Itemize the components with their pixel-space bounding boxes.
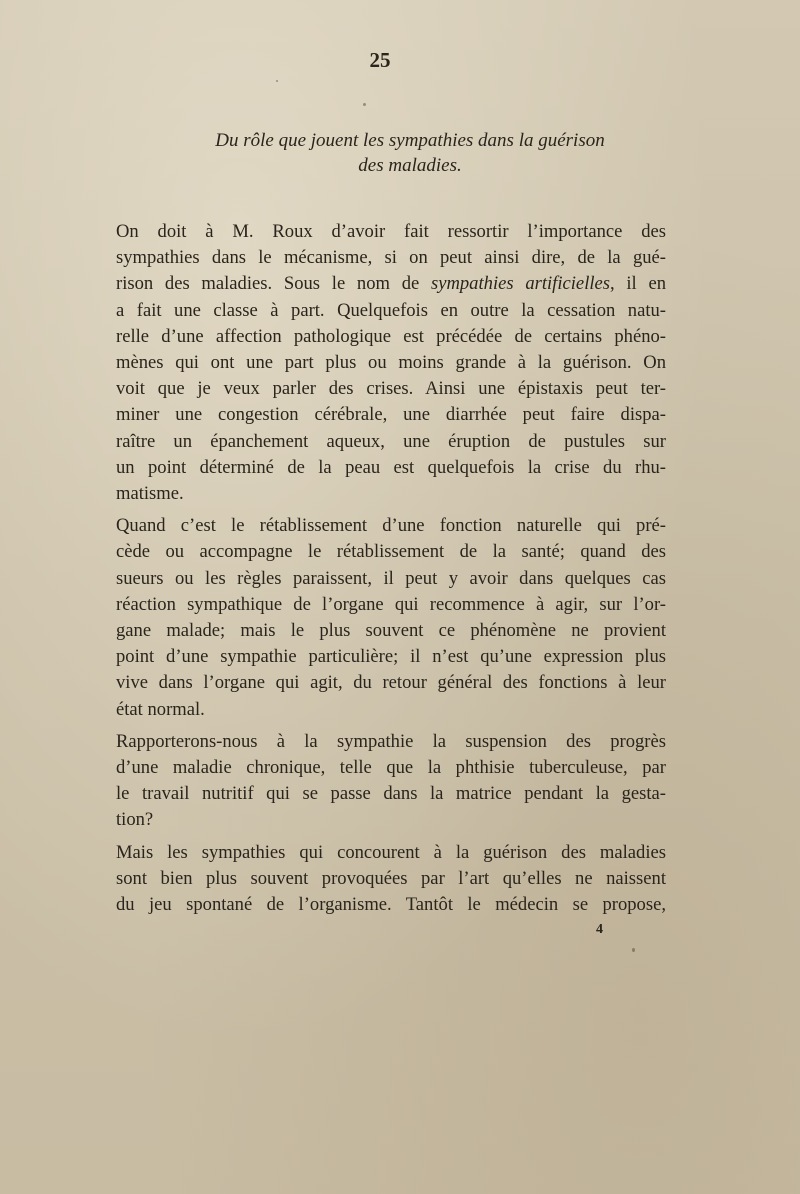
text-line: Rapporterons-nous à la sympathie la suspension des progrès <box>116 730 666 752</box>
text-line: le travail nutritif qui se passe dans la matrice pendant la gesta- <box>116 783 666 805</box>
text-line: sont bien plus souvent provoquées par l’art qu’elles ne naissent <box>116 867 666 889</box>
paragraph-1 <box>116 219 666 507</box>
text-line: du jeu spontané de l’organisme. Tantôt le médecin se propose, <box>116 894 666 916</box>
text-line: état normal. <box>116 698 205 720</box>
text-line: sympathies dans le mécanisme, si on peut ainsi dire, de la gué- <box>116 247 666 269</box>
paragraph-4 <box>116 840 666 919</box>
text-line: gane malade; mais le plus souvent ce phénomène ne provient <box>116 620 666 642</box>
text-line: On doit à M. Roux d’avoir fait ressortir l’importance des <box>116 221 666 242</box>
text-line: a fait une classe à part. Quelquefois en outre la cessation natu- <box>116 299 666 321</box>
text-line: réaction sympathique de l’organe qui recommence à agir, sur l’or- <box>116 593 666 615</box>
body-text <box>116 219 666 918</box>
text-line: d’une maladie chronique, telle que la phthisie tuberculeuse, par <box>116 757 666 779</box>
text-line: Quand c’est le rétablissement d’une fonction naturelle qui pré- <box>116 515 666 537</box>
section-title <box>60 128 760 178</box>
signature-mark: 4 <box>596 922 603 937</box>
text-line: raître un épanchement aqueux, une éruption de pustules sur <box>116 430 666 452</box>
text-line: sueurs ou les règles paraissent, il peut y avoir dans quelques cas <box>116 567 666 589</box>
text-line: relle d’une affection pathologique est précédée de certains phéno- <box>116 325 666 347</box>
section-title-line-1: Du rôle que jouent les sympathies dans la guérison <box>215 130 605 151</box>
text-line: cède ou accompagne le rétablissement de la santé; quand des <box>116 541 666 563</box>
text-line: vive dans l’organe qui agit, du retour général des fonctions à leur <box>116 672 666 694</box>
section-title-line-2: des maladies. <box>358 155 462 176</box>
text-line: voit que je veux parler des crises. Ainsi une épistaxis peut ter- <box>116 378 666 400</box>
text-line: point d’une sympathie particulière; il n’est qu’une expression plus <box>116 646 666 668</box>
text-line: un point déterminé de la peau est quelquefois la crise du rhu- <box>116 456 666 478</box>
page-number: 25 <box>369 48 391 72</box>
paper-speck <box>632 948 635 952</box>
text-line: Mais les sympathies qui concourent à la guérison des maladies <box>116 841 666 863</box>
text-line: mènes qui ont une part plus ou moins grande à la guérison. On <box>116 352 666 374</box>
paper-speck <box>276 80 278 82</box>
text-line: tion? <box>116 809 154 831</box>
paper-speck <box>363 103 366 106</box>
paragraph-3 <box>116 729 666 834</box>
text-line: matisme. <box>116 483 184 505</box>
paragraph-2 <box>116 513 666 723</box>
emphasis-term: sympathies artificielles <box>430 273 611 295</box>
text-line: rison des maladies. Sous le nom de sympathies artificielles, il en <box>116 273 666 295</box>
text-line: miner une congestion cérébrale, une diarrhée peut faire dispa- <box>116 404 666 426</box>
